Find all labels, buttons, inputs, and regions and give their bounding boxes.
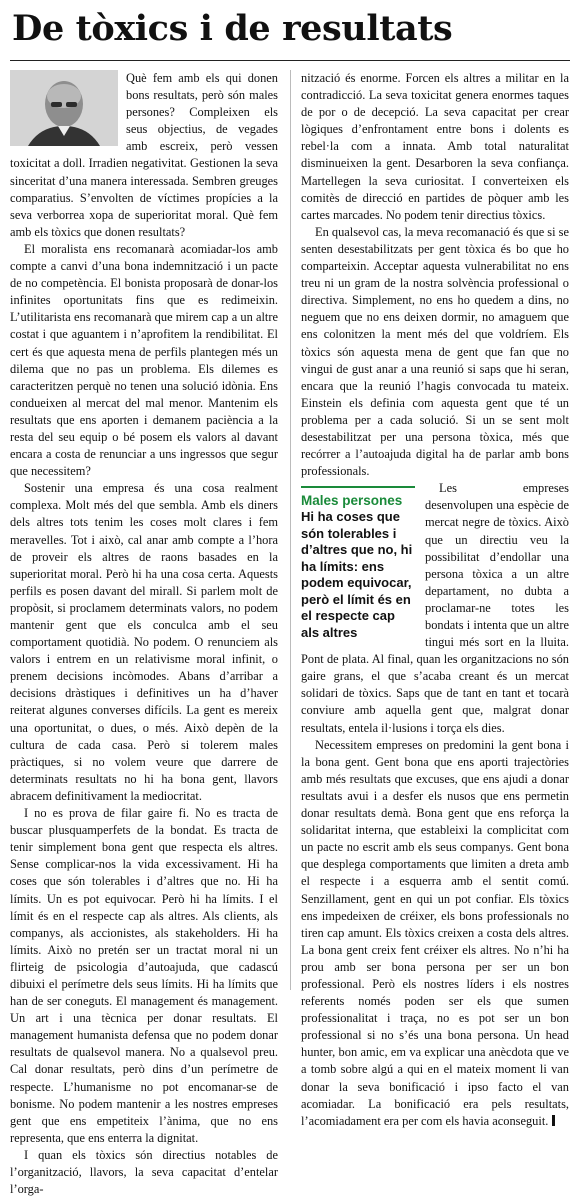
article-headline: De tòxics i de resultats — [12, 8, 453, 49]
right-column — [301, 70, 569, 1128]
paragraph: Què fem amb els qui donen bons resultats, però són males persones? Compleixen els seus objectius, de vegades amb escreix, però vessen toxicitat a doll. Irradien negativitat. Gestionen la seva sinceritat d’una manera interessada. Sembren greuges comparatius. S’envolten de víctimes propícies a la seva verborrea xopa de superioritat moral. Què fem amb els tòxics que donen resultats? — [10, 71, 278, 239]
paragraph: En qualsevol cas, la meva recomanació és que si se senten desestabilitzats per gent tòxica és bo que ho comparteixin. Acceptar aquesta vulnerabilitat no ens treu ni un gram de la nostra solvència professional o directiva. Simplement, no ens ho quedem a dins, no neguem que no ens deixen dormir, no amaguem que ens colonitzen la ment més del que voldríem. Els tòxics són aquesta mena de gent que fan que no vingui de gust anar a una reunió si saps que hi seran, encara que la reunió l’hagis convocada tu mateix. Einstein els definia com aquesta gent que té un problema per a cada solució. Si un se sent molt desestabilitzat per una persona tòxica, més que recórrer a l’autoajuda digital ha de parlar amb bons professionals. — [301, 224, 569, 479]
paragraph: El moralista ens recomanarà acomiadar-los amb compte a canvi d’una bona indemnització i un pacte de no competència. El bonista proposarà de donar-los infinites oportunitats fins que es redimeixin. L’utilitarista ens recomanarà que mirem cap a un altre costat i que aguantem i n’aprofitem la rendibilitat. El cert és que aquesta mena de perfils plantegen més un dilema que no pas un problema. Els dilemes es caracteritzen perquè no tenen una solució idònia. Ens condueixen al mercat del mal menor. Mantenim els resultats que ens aporten i demanem paciència a la resta del seu equip o bé posem els valors al davant encara a costa de renunciar a uns ingressos que segur que necessitem? — [10, 241, 278, 479]
author-portrait — [10, 70, 118, 146]
pull-quote-kicker: Males persones — [301, 493, 403, 509]
column-divider — [290, 70, 291, 990]
paragraph — [301, 737, 569, 1130]
paragraph: Les empreses desenvolupen una espècie de mercat negre de tòxics. Això que un directiu veu la possibilitat d’endollar una persona tòxica a un altre departament, no dubta a proclamar-ne totes les bondats i intenta que un altre tingui més sort en la lluita. Pont de plata. Al final, quan les organitzacions no són gaire grans, el que s’acaba creant és un mercat solidari de tòxics. Saps que de tant en tant et tocarà conviure amb aquella gent que, malgrat donar resultats, entela il·lusions i torça els dies. — [301, 481, 569, 735]
paragraph: I quan els tòxics són directius notables de l’organització, llavors, la seva capacitat d’entelar l’orga- — [10, 1147, 278, 1197]
left-column — [10, 70, 278, 1197]
paragraph: I no es prova de filar gaire fi. No es tracta de buscar plusquamperfets de la bondat. Es tracta de tenir simplement bona gent que respecta els altres. Sense complicar-nos la vida excessivament. Hi ha coses que són tolerables i d’altres que no. Hi ha límits. Un es pot equivocar. Però hi ha límits. I el límit és en el respecte cap als altres. Als clients, als companys, als accionistes, als stakeholders. Hi ha límits. Això no pretén ser un tractat moral ni un flirteig de psicologia d’autoajuda, que cadascú dibuixi el perímetre dels seus límits. Hi ha límits que han de ser coneguts. El management és management. Un art i una tècnica per donar resultats. El management humanista defensa que no podem donar resultats de qualsevol manera. No a qualsevol preu. Cal donar resultats, però dins d’un perímetre de respecte. L’humanisme no pot encomanar-se de bonisme. No podem mantenir a les nostres empreses gent que ens empetiteix l’ànima, que no ens representa, que ens enterra la dignitat. — [10, 806, 278, 1145]
pull-quote — [301, 486, 415, 641]
pull-quote-text: Hi ha coses que són tolerables i d’altres que no, hi ha límits: ens podem equivocar, però el límit és en el respecte cap als altres — [301, 509, 413, 640]
paragraph: Sostenir una empresa és una cosa realment complexa. Molt més del que sembla. Amb els diners dels altres tots tenim les coses molt clares i fem meravelles. Tot i això, cal anar amb compte a l’hora de proveir els altres de raons basades en la superioritat moral. Però hi ha una cosa certa. Aquests perfils es posen davant del mirall. Si parlem molt de propòsit, si proclamem determinats valors, no podem mantenir gent que els conculca amb el seu comportament quotidià. No podem. O renunciem als valors i entrem en un relativisme moral infinit, o prenem decisions incòmodes. Abans d’arribar a decisions dràstiques i definitives un ha d’haver reiterat algunes converses difícils. La gent es mereix una oportunitat, o dues, o més. Això depèn de la cultura de cada casa. Però si tolerem males pràctiques, si no volem veure que darrere de determinats resultats no hi ha bona gent, llavors abracem definitivament la mediocritat. — [10, 481, 278, 803]
headline-rule — [10, 60, 570, 61]
end-of-article-mark — [552, 1115, 555, 1126]
paragraph-text: Necessitem empreses on predomini la gent bona i la bona gent. Gent bona que ens aporti trajectòries amb més resultats que excuses, que ens ajudi a donar resultats avui i a desfer els nusos que ens permetin donar resultats demà. Bona gent que ens reforça la solidaritat interna, que estableixi la complicitat com un pacte no escrit amb els seus companys. Gent bona que desplega comportaments que limiten a dreta amb el respecte i a esquerra amb el sentit comú. Senzillament, gent en qui un pot confiar. Els tòxics ens impedeixen de créixer, els bons professionals no tiren cap amunt. Els tòxics creixen a costa dels altres. La bona gent creix fent créixer els altres. No n’hi ha prou amb ser bona persona per ser un bon professional. Però els nostres líders i els nostres referents només poden ser els que sumen professionalitat i traça, no es pot ser un bon professional si no s’és una bona persona. Un head hunter, bon amic, em va explicar una anècdota que ve a tomb sobre algú a qui en el mateix moment li van donar la seva bonificació i ipso facto el van acomiadar. La bonificació era pels resultats, l’acomiadament era per com els havia aconseguit. — [301, 737, 569, 1128]
paragraph: nització és enorme. Forcen els altres a militar en la contradicció. La seva toxicitat genera enormes taques de por o de decepció. La seva capacitat per crear lògiques d’enfrontament entre bons i dolents es rebel·la com a innata. Amb total naturalitat disminueixen la gent. Desarboren la seva confiança. Martellegen la seva curiositat. I converteixen els comitès de direcció en partides de pòquer amb les cartes marcades. No podem tenir directius tòxics. — [301, 71, 569, 222]
author-portrait-image — [10, 70, 118, 146]
